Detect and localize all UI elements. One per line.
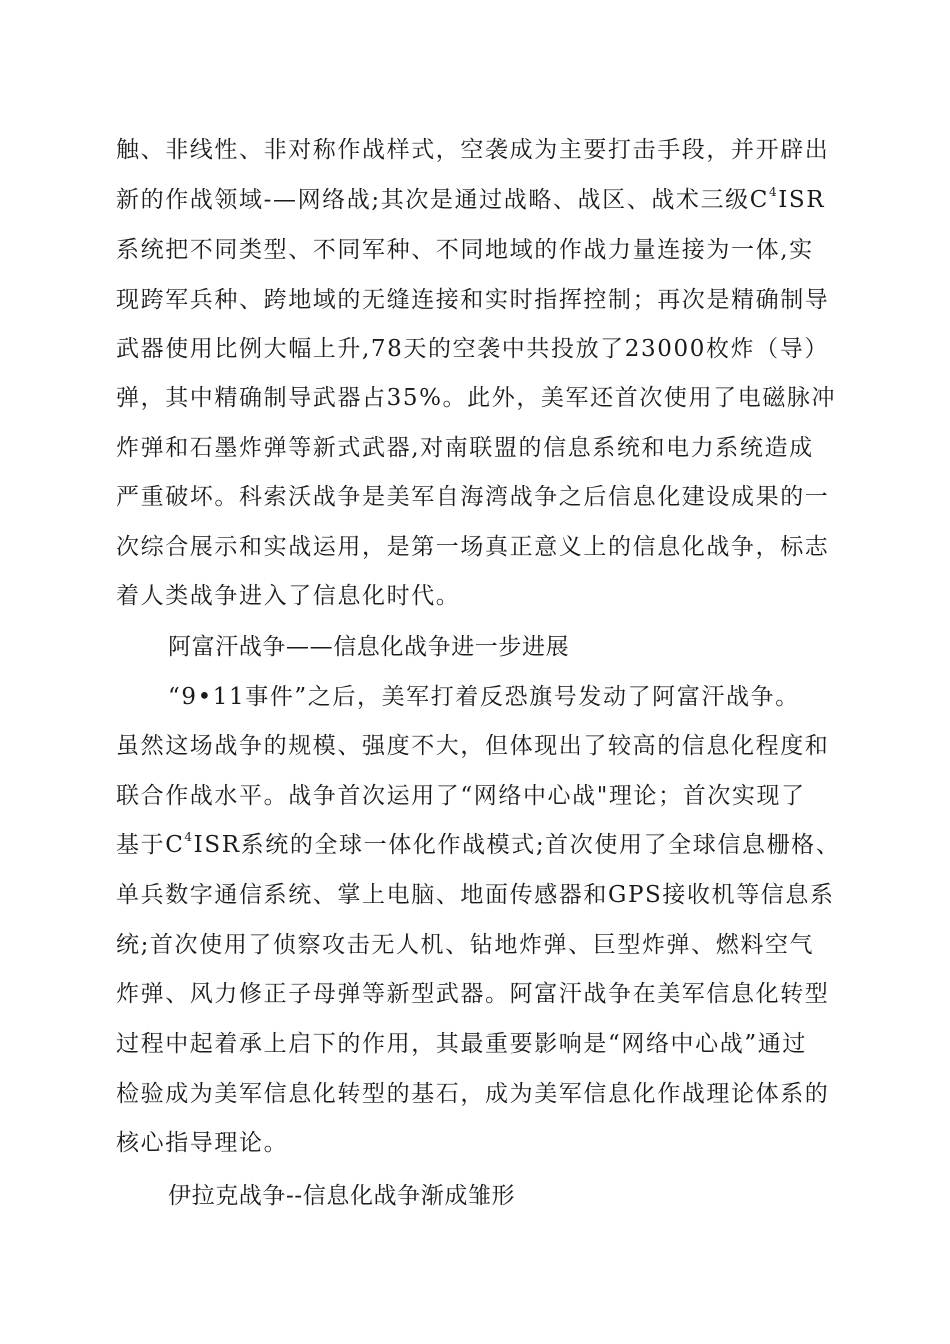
paragraph-1-line-3: 系统把不同类型、不同军种、不同地域的作战力量连接为一体,实: [116, 237, 814, 263]
paragraph-1-line-6: 弹，其中精确制导武器占35%。此外，美军还首次使用了电磁脉冲: [116, 385, 837, 411]
paragraph-2-line-4: [116, 830, 861, 860]
paragraph-2-line-9: 检验成为美军信息化转型的基石，成为美军信息化作战理论体系的: [116, 1081, 830, 1107]
c4isr-base: C: [749, 187, 769, 213]
paragraph-1-line-8: 严重破坏。科索沃战争是美军自海湾战争之后信息化建设成果的一: [116, 484, 830, 510]
paragraph-1-line-9: 次综合展示和实战运用，是第一场真正意义上的信息化战争，标志: [116, 534, 830, 560]
paragraph-1-line-2-text: 新的作战领域-—网络战;其次是通过战略、战区、战术三级: [116, 187, 750, 213]
paragraph-2-line-7: 炸弹、风力修正子母弹等新型武器。阿富汗战争在美军信息化转型: [116, 981, 830, 1007]
paragraph-1-line-7: 炸弹和石墨炸弹等新式武器,对南联盟的信息系统和电力系统造成: [116, 435, 814, 461]
paragraph-2-line-10: 核心指导理论。: [116, 1130, 289, 1156]
c4isr-superscript-2: 4: [184, 830, 194, 845]
paragraph-2-line-5: 单兵数字通信系统、掌上电脑、地面传感器和GPS接收机等信息系: [116, 882, 835, 908]
paragraph-2-line-4-prefix: 基于C: [116, 832, 185, 858]
paragraph-1-line-4: 现跨军兵种、跨地域的无缝连接和实时指挥控制；再次是精确制导: [116, 287, 830, 313]
c4isr-tail: ISR: [778, 187, 826, 213]
section-heading-iraq-war: 伊拉克战争--信息化战争渐成雏形: [168, 1183, 516, 1209]
paragraph-2-line-8: 过程中起着承上启下的作用，其最重要影响是“网络中心战”通过: [116, 1031, 807, 1057]
c4isr-superscript: 4: [768, 185, 779, 200]
paragraph-2-line-3: 联合作战水平。战争首次运用了“网络中心战"理论；首次实现了: [116, 783, 806, 809]
paragraph-1-line-1: 触、非线性、非对称作战样式，空袭成为主要打击手段，并开辟出: [116, 137, 830, 163]
paragraph-2-line-6: 统;首次使用了侦察攻击无人机、钻地炸弹、巨型炸弹、燃料空气: [116, 932, 815, 958]
paragraph-1-line-2: [116, 185, 861, 215]
paragraph-1-line-5: 武器使用比例大幅上升,78天的空袭中共投放了23000枚炸（导）: [116, 336, 829, 362]
paragraph-1-line-10: 着人类战争进入了信息化时代。: [116, 583, 461, 609]
paragraph-2-line-2: 虽然这场战争的规模、强度不大，但体现出了较高的信息化程度和: [116, 733, 830, 759]
paragraph-2-line-4-suffix: ISR系统的全球一体化作战模式;首次使用了全球信息栅格、: [193, 832, 841, 858]
paragraph-2-line-1: “9•11事件”之后，美军打着反恐旗号发动了阿富汗战争。: [168, 684, 800, 710]
section-heading-afghan-war: 阿富汗战争——信息化战争进一步进展: [168, 634, 570, 660]
